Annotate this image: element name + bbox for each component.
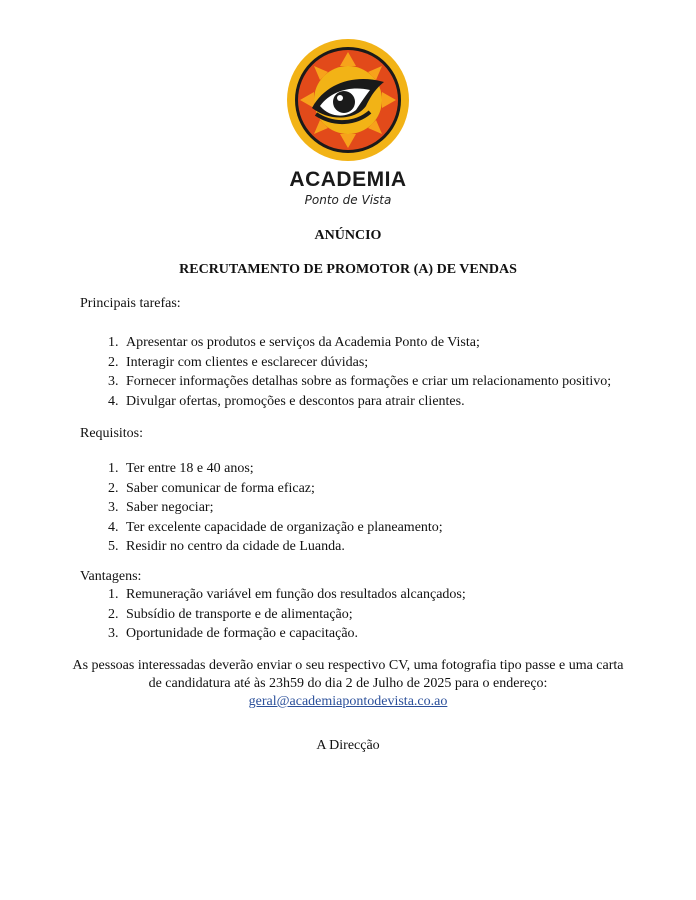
closing-line-1: As pessoas interessadas deverão enviar o seu respectivo CV, uma fotografia tipo passe e uma carta [72, 658, 624, 673]
page-subtitle: RECRUTAMENTO DE PROMOTOR (A) DE VENDAS [179, 262, 517, 277]
tasks-list [80, 333, 611, 411]
requirements-label: Requisitos: [80, 426, 144, 441]
closing-line-2: de candidatura até às 23h59 do dia 2 de Julho de 2025 para o endereço: [148, 676, 548, 691]
brand-name: ACADEMIA [289, 168, 407, 191]
requirements-list [80, 459, 443, 557]
list-item: 4. Divulgar ofertas, promoções e descontos para atrair clientes. [122, 392, 611, 412]
benefits-list [80, 585, 466, 644]
list-item: 5. Residir no centro da cidade de Luanda. [122, 537, 443, 557]
list-item: 3. Saber negociar; [122, 498, 443, 518]
list-item: 1. Remuneração variável em função dos resultados alcançados; [122, 585, 466, 605]
list-item: 2. Interagir com clientes e esclarecer dúvidas; [122, 353, 611, 373]
benefits-label: Vantagens: [80, 569, 142, 584]
logo [0, 38, 696, 162]
list-item: 2. Subsídio de transporte e de alimentação; [122, 605, 466, 625]
list-item: 4. Ter excelente capacidade de organização e planeamento; [122, 518, 443, 538]
list-item: 3. Oportunidade de formação e capacitação. [122, 624, 466, 644]
email-link[interactable]: geral@academiapontodevista.co.ao [248, 694, 448, 709]
list-item: 1. Ter entre 18 e 40 anos; [122, 459, 443, 479]
list-item: 2. Saber comunicar de forma eficaz; [122, 479, 443, 499]
brand-tagline: Ponto de Vista [304, 193, 392, 207]
eye-sun-icon [286, 38, 410, 162]
page-title: ANÚNCIO [314, 228, 382, 243]
list-item: 1. Apresentar os produtos e serviços da Academia Ponto de Vista; [122, 333, 611, 353]
closing-text [0, 657, 696, 711]
signature: A Direcção [316, 738, 380, 753]
list-item: 3. Fornecer informações detalhas sobre as formações e criar um relacionamento positivo; [122, 372, 611, 392]
tasks-label: Principais tarefas: [80, 296, 181, 311]
